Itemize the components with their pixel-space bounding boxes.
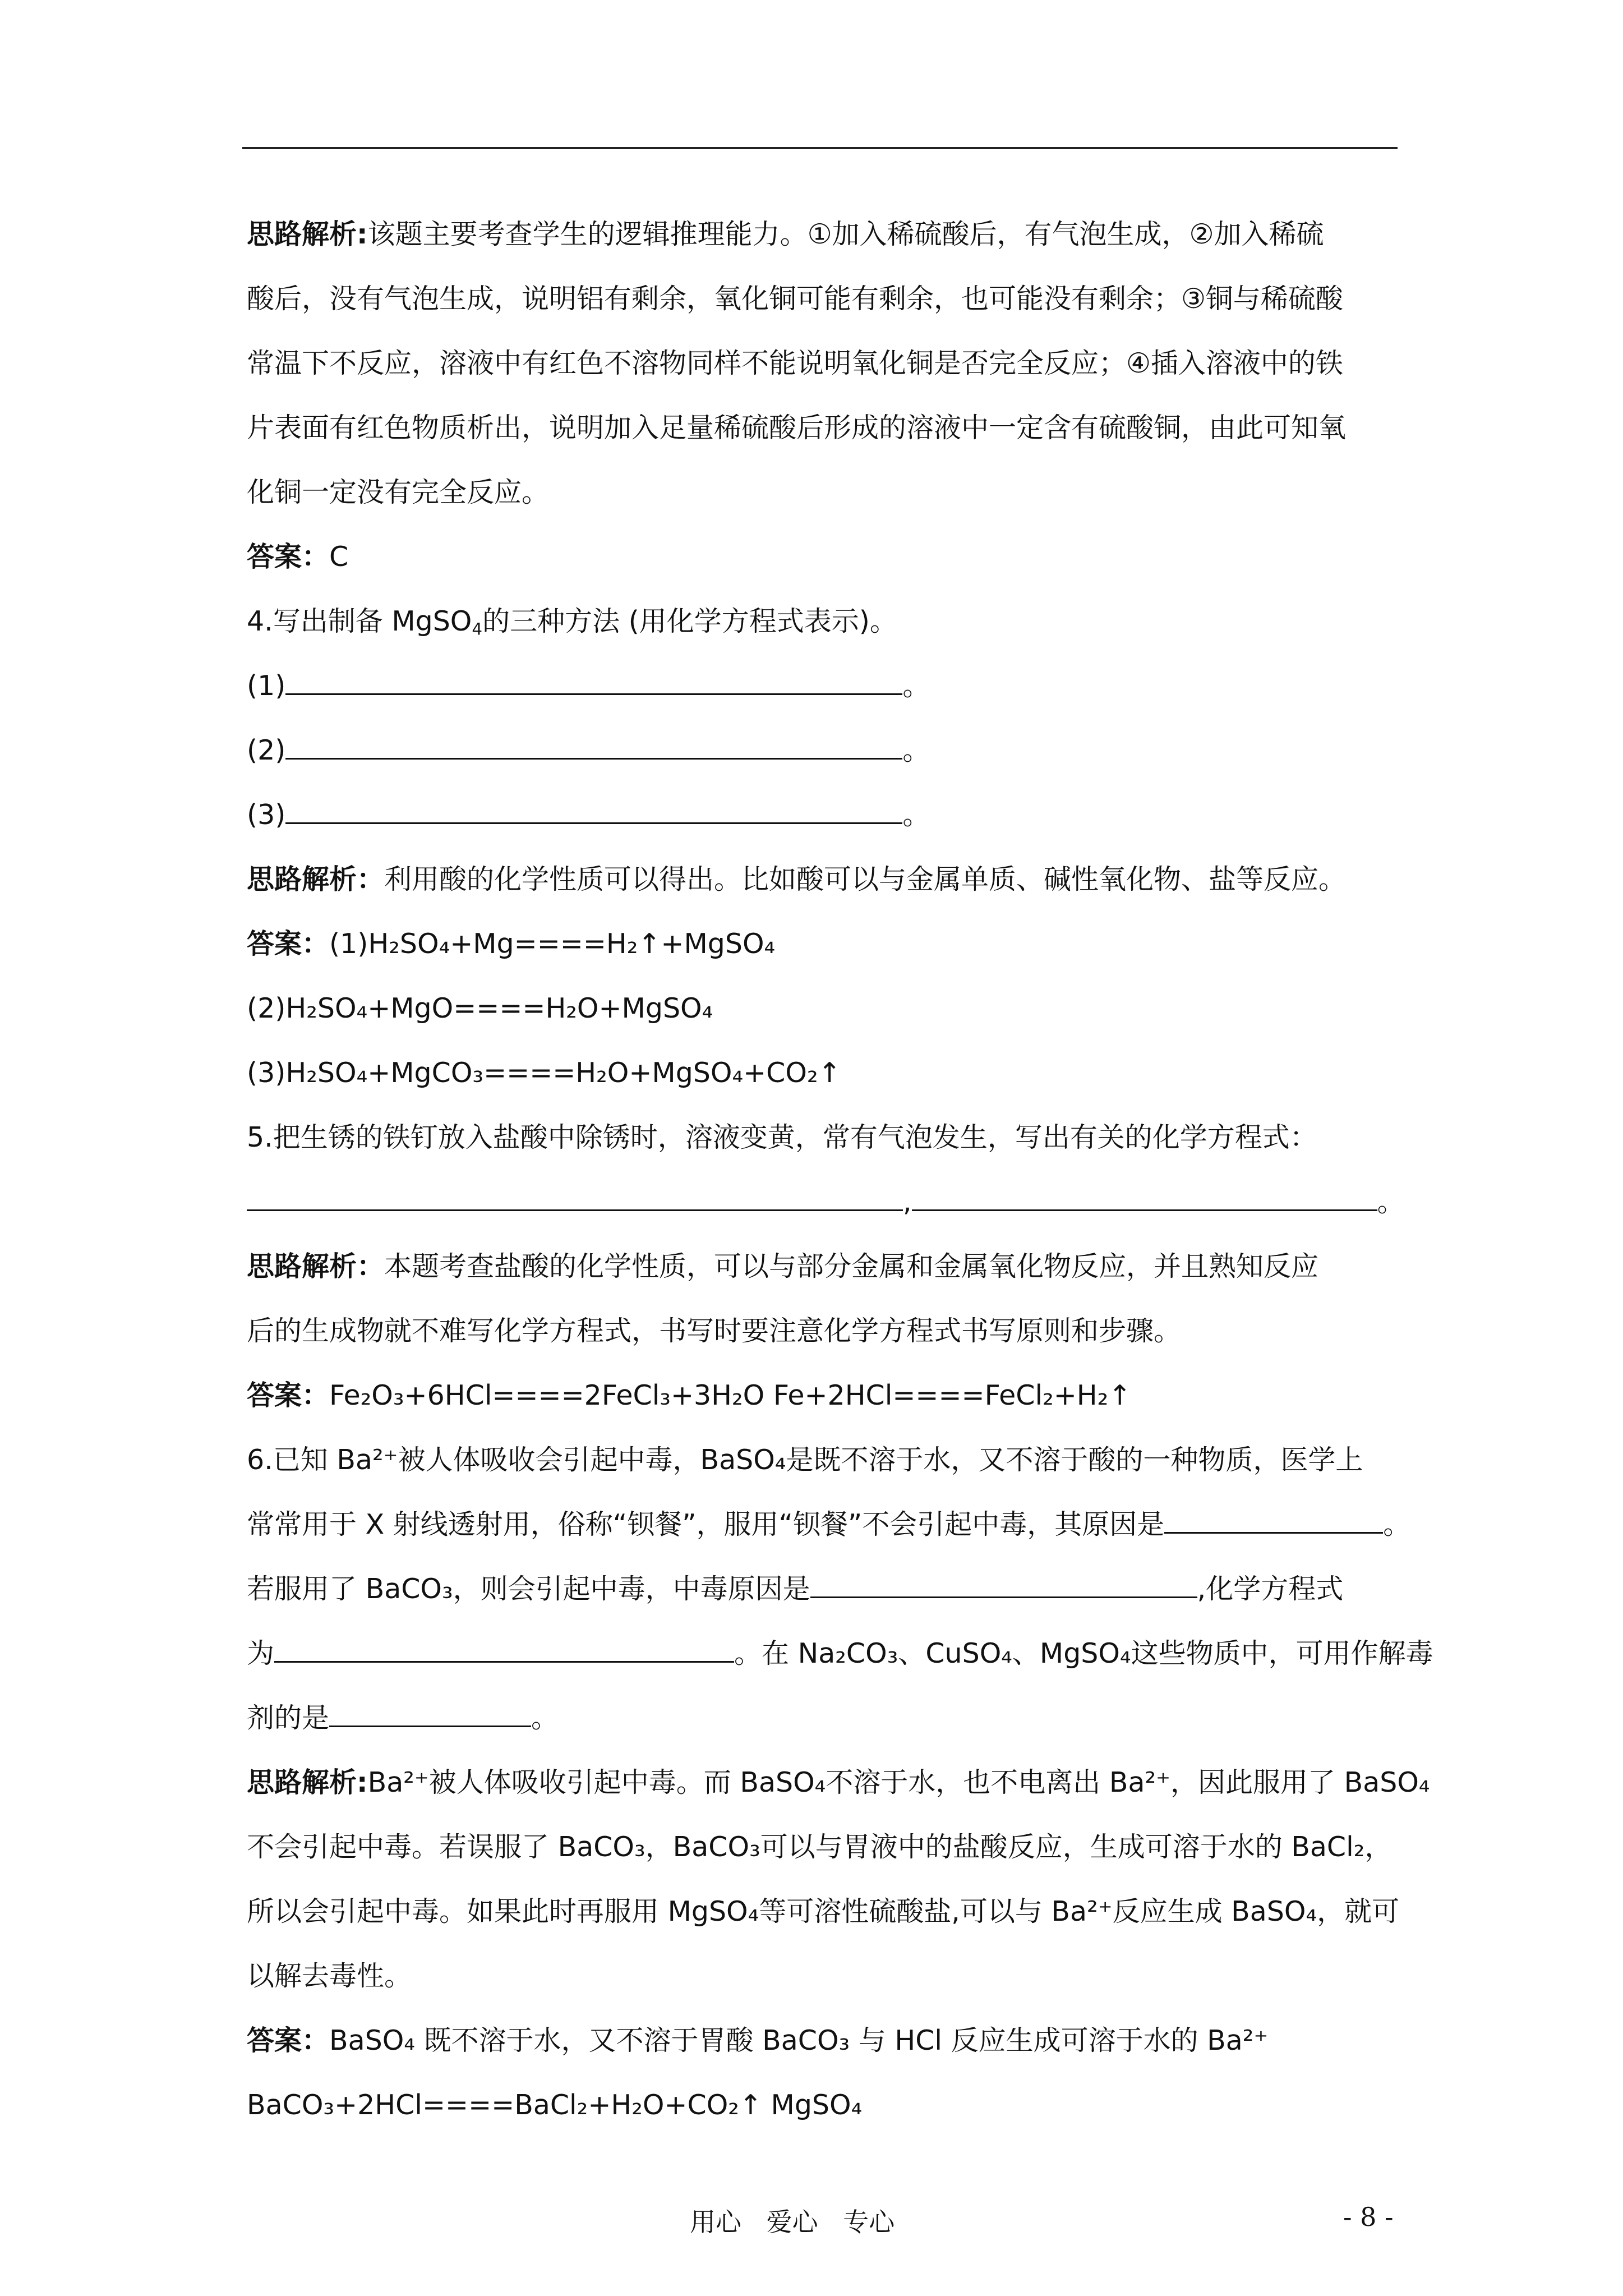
q5-analysis: 后的生成物就不难写化学方程式，书写时要注意化学方程式书写原则和步骤。	[247, 1315, 1182, 1347]
answer-blank[interactable]	[912, 1187, 1377, 1211]
answer-label: 答案：	[247, 2024, 330, 2056]
q5-analysis	[247, 1234, 1396, 1299]
answer-blank[interactable]	[1164, 1510, 1383, 1534]
q4-stem-text: 4.写出制备 MgSO	[247, 605, 472, 637]
answer-label: 答案：	[247, 928, 330, 960]
q6-stem	[247, 1686, 1396, 1750]
q6-answer: BaCO₃+2HCl====BaCl₂+H₂O+CO₂↑ MgSO₄	[247, 2089, 863, 2121]
analysis-label: 思路解析:	[247, 218, 368, 250]
q6-answer	[247, 2008, 1396, 2073]
answer-blank[interactable]	[274, 1639, 734, 1663]
q6-stem	[247, 1621, 1433, 1686]
period: 。	[902, 670, 930, 702]
q5-stem: 5.把生锈的铁钉放入盐酸中除锈时，溶液变黄，常有气泡发生，写出有关的化学方程式：	[247, 1121, 1317, 1153]
q6-analysis: 不会引起中毒。若误服了 BaCO₃，BaCO₃可以与胃液中的盐酸反应，生成可溶于水的 BaCl₂，	[247, 1831, 1393, 1863]
answer-label: 答案：	[247, 1379, 330, 1411]
footer-motto: 用心 爱心 专心	[690, 2207, 895, 2237]
answer-blank[interactable]	[810, 1574, 1197, 1598]
period: 。	[1377, 1186, 1405, 1218]
analysis-text: Ba²⁺被人体吸收引起中毒。而 BaSO₄不溶于水，也不电离出 Ba²⁺，因此服用了 BaSO₄	[367, 1766, 1430, 1798]
q4-answer-3: (3)H₂SO₄+MgCO₃====H₂O+MgSO₄+CO₂↑	[247, 1057, 841, 1089]
q6-analysis: 以解去毒性。	[247, 1960, 412, 1992]
answer-blank[interactable]	[329, 1703, 531, 1727]
page-number: - 8 -	[1343, 2202, 1394, 2232]
answer-blank[interactable]	[285, 735, 902, 760]
analysis-label: 思路解析：	[247, 1250, 385, 1282]
period: 。	[531, 1702, 559, 1734]
q6-stem-text: 剂的是	[247, 1702, 330, 1734]
analysis-text: 本题考查盐酸的化学性质，可以与部分金属和金属氧化物反应，并且熟知反应	[384, 1250, 1319, 1282]
blank-number: (1)	[247, 670, 286, 702]
q6-stem-text: ,化学方程式	[1197, 1573, 1344, 1605]
q3-answer	[247, 524, 1396, 589]
q3-analysis-line: 片表面有红色物质析出，说明加入足量稀硫酸后形成的溶液中一定含有硫酸铜，由此可知氧	[247, 412, 1347, 444]
answer-text: BaSO₄ 既不溶于水，又不溶于胃酸 BaCO₃ 与 HCl 反应生成可溶于水的 Ba²⁺	[329, 2024, 1269, 2056]
q6-analysis: 所以会引起中毒。如果此时再服用 MgSO₄等可溶性硫酸盐,可以与 Ba²⁺反应生成 BaSO₄，就可	[247, 1895, 1400, 1927]
q4-blank-1	[247, 654, 1396, 718]
blank-number: (3)	[247, 799, 286, 831]
q4-stem-text: 的三种方法 (用化学方程式表示)。	[482, 605, 897, 637]
answer-blank[interactable]	[285, 800, 902, 824]
answer-blank[interactable]	[247, 1187, 903, 1211]
analysis-text: 该题主要考查学生的逻辑推理能力。①加入稀硫酸后，有气泡生成，②加入稀硫	[367, 218, 1324, 250]
comma: ,	[903, 1186, 912, 1218]
q6-stem	[247, 1557, 1396, 1621]
header-rule	[242, 147, 1398, 149]
q6-stem-text: 。在 Na₂CO₃、CuSO₄、MgSO₄这些物质中，可用作解毒	[734, 1637, 1433, 1669]
q6-analysis	[247, 1750, 1430, 1815]
subscript: 4	[472, 619, 483, 639]
answer-text: (1)H₂SO₄+Mg====H₂↑+MgSO₄	[329, 928, 776, 960]
analysis-text: 利用酸的化学性质可以得出。比如酸可以与金属单质、碱性氧化物、盐等反应。	[384, 863, 1347, 895]
analysis-label: 思路解析:	[247, 1766, 368, 1798]
q6-stem	[247, 1492, 1411, 1557]
q5-blanks	[247, 1170, 1405, 1234]
answer-label: 答案：	[247, 541, 330, 573]
q6-stem-text: 为	[247, 1637, 275, 1669]
q4-stem	[247, 589, 1396, 654]
q3-analysis-line: 化铜一定没有完全反应。	[247, 476, 550, 508]
analysis-label: 思路解析：	[247, 863, 385, 895]
q6-stem: 6.已知 Ba²⁺被人体吸收会引起中毒，BaSO₄是既不溶于水，又不溶于酸的一种物质，医学上	[247, 1444, 1363, 1476]
q4-analysis	[247, 847, 1396, 912]
answer-text: C	[329, 541, 349, 573]
q3-analysis-line: 酸后，没有气泡生成，说明铝有剩余，氧化铜可能有剩余，也可能没有剩余；③铜与稀硫酸	[247, 283, 1343, 315]
q4-blank-3	[247, 783, 1396, 847]
document-body	[247, 202, 1433, 2137]
q3-analysis-line: 常温下不反应，溶液中有红色不溶物同样不能说明氧化铜是否完全反应；④插入溶液中的铁	[247, 347, 1343, 379]
period: 。	[902, 734, 930, 766]
period: 。	[1383, 1508, 1411, 1540]
q6-stem-text: 若服用了 BaCO₃，则会引起中毒，中毒原因是	[247, 1573, 810, 1605]
q4-answer-2: (2)H₂SO₄+MgO====H₂O+MgSO₄	[247, 992, 713, 1024]
period: 。	[902, 799, 930, 831]
q6-stem-text: 常常用于 X 射线透射用，俗称“钡餐”，服用“钡餐”不会引起中毒，其原因是	[247, 1508, 1165, 1540]
q5-answer	[247, 1363, 1396, 1428]
blank-number: (2)	[247, 734, 286, 766]
q3-analysis-line	[247, 202, 1396, 266]
q4-answer-1	[247, 912, 1396, 976]
q4-blank-2	[247, 718, 1396, 783]
answer-text: Fe₂O₃+6HCl====2FeCl₃+3H₂O Fe+2HCl====FeCl₂+H₂↑	[329, 1379, 1132, 1411]
answer-blank[interactable]	[285, 671, 902, 695]
